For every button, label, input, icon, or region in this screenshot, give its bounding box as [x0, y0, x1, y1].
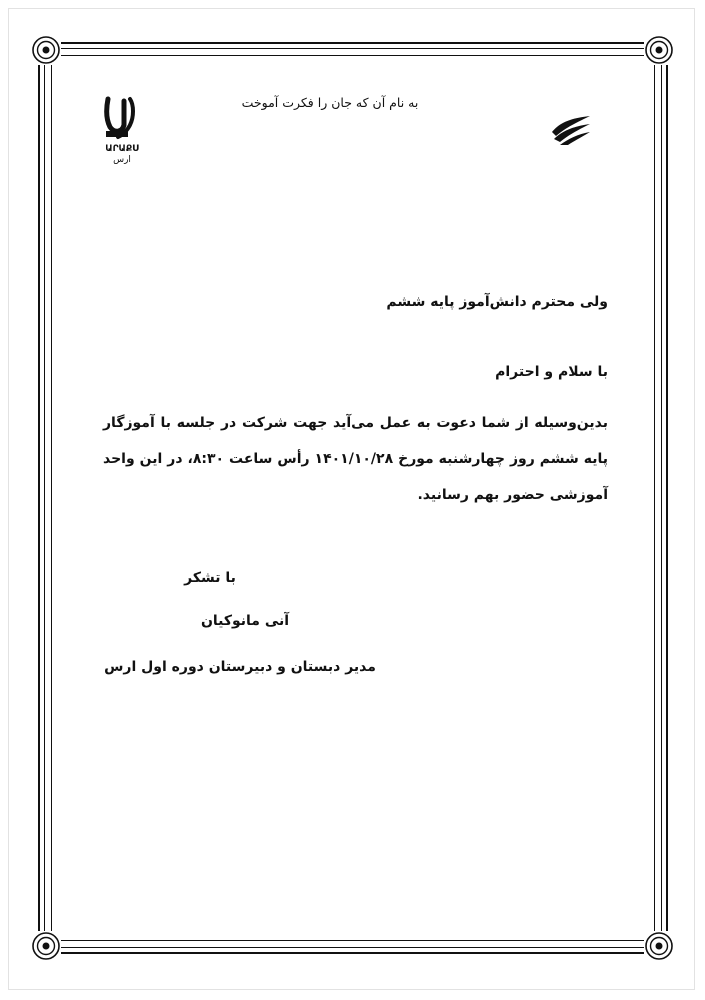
closing-line: با تشکر [184, 570, 236, 586]
recipient-line: ولی محترم دانش‌آموز پایه ششم [386, 294, 608, 310]
logo-latin-text: ԱՐԱՔՍ [105, 144, 139, 154]
corner-ornament-icon [31, 35, 61, 65]
signer-title: مدیر دبستان و دبیرستان دوره اول ارس [104, 659, 376, 675]
logo-persian-text: ارس [113, 155, 131, 165]
corner-ornament-icon [644, 35, 674, 65]
basmala-heading: به نام آن که جان را فکرت آموخت [241, 95, 419, 110]
body-paragraph: بدین‌وسیله از شما دعوت به عمل می‌آید جهت شرکت در جلسه با آموزگار پایه ششم روز چهارشنبه مورخ ۱۴۰۱/۱۰/۲۸ رأس ساعت ۸:۳۰، در این واحد آموزشی حضور بهم رسانید. [103, 415, 608, 503]
greeting-line: با سلام و احترام [495, 364, 608, 380]
signer-name: آنی مانوکیان [200, 613, 290, 629]
corner-ornament-icon [31, 931, 61, 961]
wave-emblem-icon [548, 112, 594, 146]
corner-ornament-icon [644, 931, 674, 961]
school-logo [100, 95, 144, 165]
